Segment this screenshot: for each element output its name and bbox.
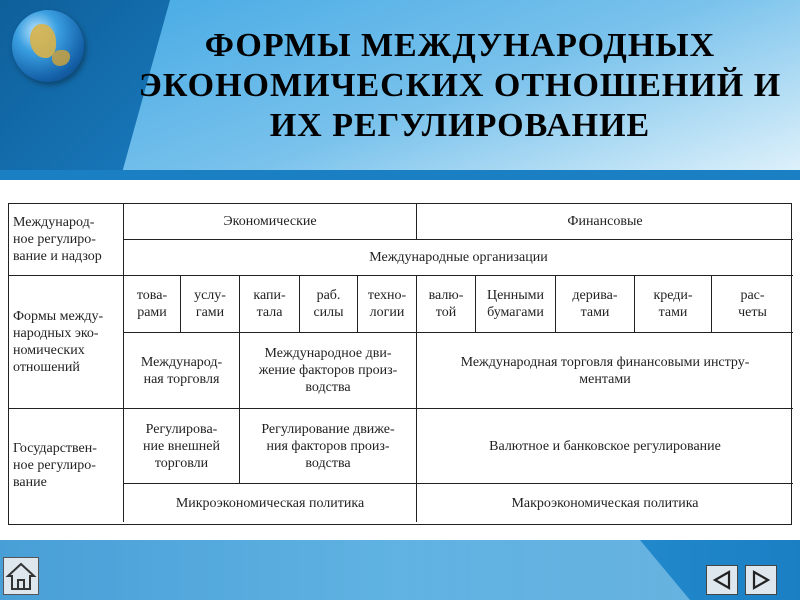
row-label-state: Государствен- ное регулиро- вание xyxy=(9,409,124,522)
form-cell: раб. силы xyxy=(300,276,358,333)
globe-land xyxy=(30,24,56,58)
globe-land xyxy=(52,50,70,66)
slide-title xyxy=(130,26,790,146)
factor-movement-cell: Международное дви- жение факторов произ- водства xyxy=(240,333,417,409)
next-slide-button[interactable] xyxy=(745,565,777,595)
factor-regulation-cell: Регулирование движе- ния факторов произ- водства xyxy=(240,409,417,484)
slide-title-line: ФОРМЫ МЕЖДУНАРОДНЫХ xyxy=(204,27,716,64)
form-cell: капи- тала xyxy=(240,276,300,333)
currency-regulation-cell: Валютное и банковское регулирование xyxy=(417,409,793,484)
form-cell: услу- гами xyxy=(181,276,240,333)
slide-title-line: ИХ РЕГУЛИРОВАНИЕ xyxy=(269,107,651,144)
form-cell: техно- логии xyxy=(358,276,417,333)
relations-table xyxy=(8,203,792,525)
financial-trade-cell: Международная торговля финансовыми инстру- ментами xyxy=(417,333,793,409)
header-financial: Финансовые xyxy=(417,204,793,240)
form-cell: валю- той xyxy=(417,276,476,333)
form-cell: дерива- тами xyxy=(556,276,635,333)
intl-trade-cell: Международ- ная торговля xyxy=(124,333,240,409)
form-cell: рас- четы xyxy=(712,276,793,333)
row-label-regulation: Международ- ное регулиро- вание и надзор xyxy=(9,204,124,276)
footer-bar xyxy=(0,540,800,600)
footer-highlight xyxy=(0,540,800,600)
globe-icon xyxy=(12,10,84,82)
intl-organizations-cell: Международные организации xyxy=(124,240,793,276)
macro-policy-cell: Макроэкономическая политика xyxy=(511,495,699,511)
header-economic: Экономические xyxy=(124,204,417,240)
home-button[interactable] xyxy=(3,557,39,595)
banner-bottom-bar xyxy=(0,170,800,180)
previous-slide-button[interactable] xyxy=(706,565,738,595)
form-cell: това- рами xyxy=(124,276,181,333)
row-label-forms: Формы между- народных эко- номических отношений xyxy=(9,276,124,409)
form-cell: креди- тами xyxy=(635,276,712,333)
home-icon xyxy=(4,558,38,594)
slide-title-line: ЭКОНОМИЧЕСКИХ ОТНОШЕНИЙ И xyxy=(138,67,782,104)
micro-policy-cell: Микроэкономическая политика xyxy=(124,484,417,522)
foreign-trade-regulation-cell: Регулирова- ние внешней торговли xyxy=(124,409,240,484)
form-cell: Ценными бумагами xyxy=(476,276,556,333)
triangle-right-icon xyxy=(750,570,772,590)
triangle-left-icon xyxy=(711,570,733,590)
